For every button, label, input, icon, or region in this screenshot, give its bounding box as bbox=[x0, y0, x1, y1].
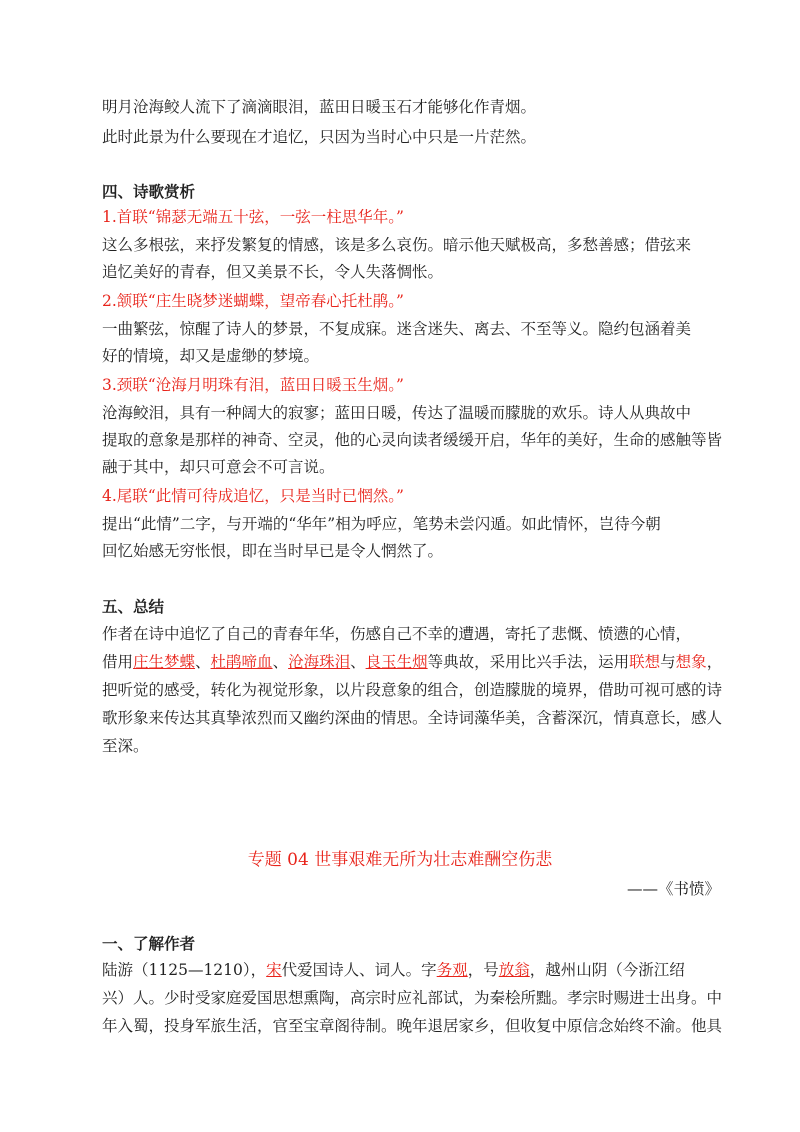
art-name: 放翁 bbox=[498, 961, 530, 979]
couplet-4-title: 4.尾联“此情可待成追忆，只是当时已惘然。” bbox=[102, 487, 404, 505]
couplet-4-text-line-1: 提出“此情”二字，与开端的“华年”相为呼应，笔势未尝闪遁。如此情怀，岂待今朝 bbox=[102, 515, 661, 533]
couplet-2-title: 2.颔联“庄生晓梦迷蝴蝶，望帝春心托杜鹃。” bbox=[102, 292, 404, 310]
couplet-3-text-line-2: 提取的意象是那样的神奇、空灵，他的心灵向读者缓缓开启，华年的美好，生命的感触等皆 bbox=[102, 431, 723, 449]
author-line-1-prefix: 陆游（1125—1210）， bbox=[102, 961, 267, 979]
allusion-jade-smoke: 良玉生烟 bbox=[365, 653, 428, 671]
keyword-imagination: 想象 bbox=[675, 653, 707, 671]
separator: 、 bbox=[272, 653, 289, 671]
topic-subtitle: ——《书愤》 bbox=[626, 880, 720, 898]
poem-translation-line-1: 明月沧海鲛人流下了滴滴眼泪，蓝田日暖玉石才能够化作青烟。 bbox=[102, 98, 537, 116]
separator: 、 bbox=[350, 653, 366, 671]
section-heading-summary: 五、总结 bbox=[102, 598, 165, 616]
author-line-3: 年入蜀，投身军旅生活，官至宝章阁待制。晚年退居家乡，但收复中原信念始终不渝。他具 bbox=[102, 1017, 723, 1035]
couplet-1-text-line-1: 这么多根弦，来抒发繁复的情感，该是多么哀伤。暗示他天赋极高，多愁善感；借弦来 bbox=[102, 236, 692, 254]
allusion-zhuangsheng-butterfly: 庄生梦蝶 bbox=[133, 653, 196, 671]
poem-translation-line-2: 此时此景为什么要现在才追忆，只因为当时心中只是一片茫然。 bbox=[102, 128, 537, 146]
author-line-1-middle: 代爱国诗人、词人。字 bbox=[281, 961, 437, 979]
couplet-4-text-line-2: 回忆始感无穷怅恨，即在当时早已是令人惘然了。 bbox=[102, 542, 444, 560]
couplet-2-text-line-2: 好的情境，却又是虚缈的梦境。 bbox=[102, 347, 320, 365]
couplet-1-text-line-2: 追忆美好的青春，但又美景不长，令人失落惆怅。 bbox=[102, 263, 444, 281]
couplet-3-text-line-1: 沧海鲛泪，具有一种阔大的寂寥；蓝田日暖，传达了温暖而朦胧的欢乐。诗人从典故中 bbox=[102, 404, 692, 422]
conjunction: 与 bbox=[660, 653, 676, 671]
summary-line-4: 歌形象来传达其真挚浓烈而又幽约深曲的情思。全诗词藻华美，含蓄深沉，情真意长，感人 bbox=[102, 709, 723, 727]
couplet-1-title: 1.首联“锦瑟无端五十弦，一弦一柱思华年。” bbox=[102, 208, 404, 226]
summary-line-3: 把听觉的感受，转化为视觉形象，以片段意象的组合，创造朦胧的境界，借助可视可感的诗 bbox=[102, 681, 723, 699]
author-line-1-end: ，越州山阴（今浙江绍 bbox=[529, 961, 685, 979]
summary-line-2-middle: 等典故，采用比兴手法，运用 bbox=[427, 653, 630, 671]
summary-line-1: 作者在诗中追忆了自己的青春年华，伤感自己不幸的遭遇，寄托了悲慨、愤懑的心情， bbox=[102, 625, 692, 643]
section-heading-about-author: 一、了解作者 bbox=[102, 935, 196, 953]
allusion-sea-pearl-tears: 沧海珠泪 bbox=[288, 653, 351, 671]
couplet-3-text-line-3: 融于其中，却只可意会不可言说。 bbox=[102, 458, 335, 476]
summary-line-2-prefix: 借用 bbox=[102, 653, 134, 671]
summary-line-2 bbox=[102, 652, 722, 672]
author-line-2: 兴）人。少时受家庭爱国思想熏陶，高宗时应礼部试，为秦桧所黜。孝宗时赐进士出身。中 bbox=[102, 989, 723, 1007]
author-line-1-hao: ，号 bbox=[467, 961, 499, 979]
summary-line-5: 至深。 bbox=[102, 737, 149, 755]
courtesy-name: 务观 bbox=[436, 961, 468, 979]
couplet-2-text-line-1: 一曲繁弦，惊醒了诗人的梦景，不复成寐。迷含迷失、离去、不至等义。隐约包涵着美 bbox=[102, 320, 692, 338]
separator: 、 bbox=[195, 653, 211, 671]
allusion-cuckoo-blood: 杜鹃啼血 bbox=[210, 653, 273, 671]
dynasty-song: 宋 bbox=[266, 961, 282, 979]
couplet-3-title: 3.颈联“沧海月明珠有泪，蓝田日暖玉生烟。” bbox=[102, 376, 404, 394]
keyword-association: 联想 bbox=[629, 653, 661, 671]
section-heading-appreciation: 四、诗歌赏析 bbox=[102, 183, 196, 201]
author-line-1 bbox=[102, 960, 722, 980]
comma: ， bbox=[706, 653, 723, 671]
topic-title: 专题 04 世事艰难无所为壮志难酬空伤悲 bbox=[247, 850, 553, 870]
